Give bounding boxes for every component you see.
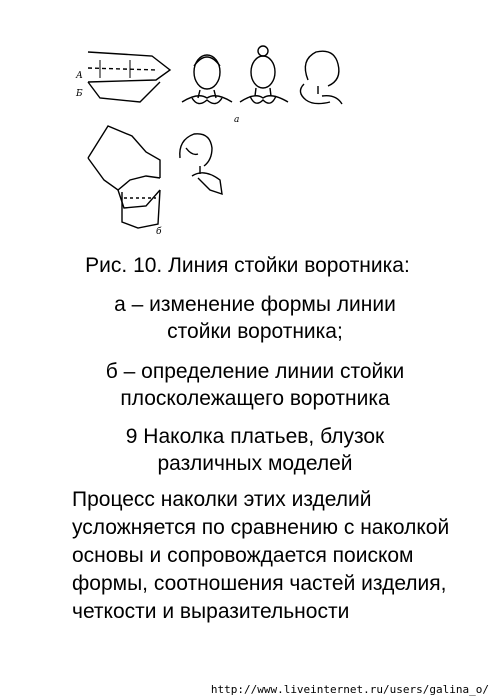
head-sketch-1 <box>182 55 232 104</box>
section-heading: 9 Наколка платьев, блузок различных моделей <box>125 425 385 475</box>
collar-pattern-a <box>88 52 170 102</box>
head-sketch-3 <box>300 51 342 104</box>
figure-caption-item-b: б – определение линии стойки плосколежащего воротника <box>105 360 405 410</box>
label-B: Б <box>76 89 83 99</box>
figure-caption-title: Рис. 10. Линия стойки воротника: <box>85 254 410 277</box>
label-b: б <box>156 227 162 237</box>
label-a: а <box>234 115 240 125</box>
source-watermark: http://www.liveinternet.ru/users/galina_o/ <box>210 683 489 696</box>
head-sketch-4 <box>180 134 222 194</box>
body-paragraph: Процесс наколки этих изделий усложняется по сравнению с наколкой основы и сопровождается поиском формы, соотношения частей изделия, четкости и выразительности <box>72 488 450 623</box>
collar-pattern-b <box>88 126 160 228</box>
figure-caption-item-a: а – изменение формы линии стойки воротника; <box>114 293 396 343</box>
collar-illustration <box>60 30 360 250</box>
label-A: А <box>76 71 83 81</box>
head-sketch-2 <box>240 46 288 103</box>
collar-drawing <box>60 30 360 250</box>
